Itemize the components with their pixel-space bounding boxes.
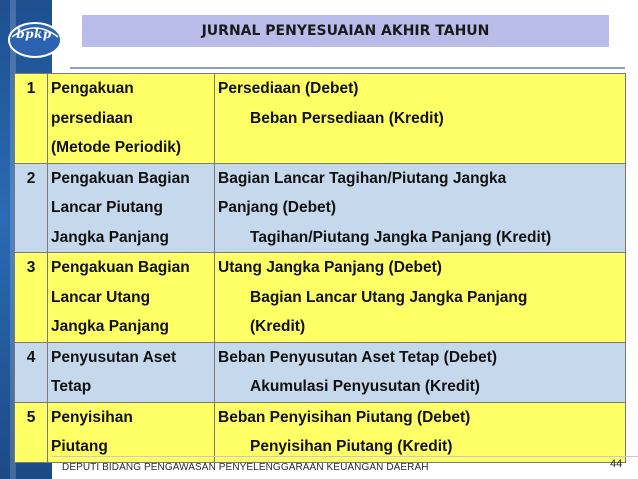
row-number: 5 bbox=[15, 402, 48, 462]
debit-entry-line: Persediaan (Debet) bbox=[218, 80, 359, 97]
title-bar bbox=[82, 15, 609, 47]
topic-line: Tetap bbox=[51, 378, 92, 395]
footer-divider bbox=[52, 456, 638, 457]
credit-entry-line: (Kredit) bbox=[250, 318, 306, 335]
table-row bbox=[15, 253, 626, 343]
journal-table bbox=[14, 73, 626, 463]
footer-text: DEPUTI BIDANG PENGAWASAN PENYELENGGARAAN KEUANGAN DAERAH bbox=[62, 462, 429, 473]
topic-line: Lancar Piutang bbox=[51, 199, 163, 216]
topic-line: Penyisihan bbox=[51, 408, 133, 426]
row-topic bbox=[48, 402, 215, 462]
topic-line: Penyusutan Aset bbox=[51, 348, 177, 366]
row-topic bbox=[48, 163, 215, 253]
credit-entry-line: Penyisihan Piutang (Kredit) bbox=[250, 438, 453, 455]
title-divider bbox=[70, 67, 625, 69]
page-title: JURNAL PENYESUAIAN AKHIR TAHUN bbox=[201, 23, 490, 39]
row-number: 3 bbox=[15, 253, 48, 343]
row-journal-entry bbox=[215, 74, 626, 164]
credit-entry-line: Tagihan/Piutang Jangka Panjang (Kredit) bbox=[250, 228, 552, 246]
page-number: 44 bbox=[610, 458, 623, 470]
row-topic bbox=[48, 74, 215, 164]
topic-line: Piutang bbox=[51, 438, 108, 455]
row-number: 4 bbox=[15, 342, 48, 402]
topic-line: Pengakuan Bagian bbox=[51, 169, 190, 187]
row-topic bbox=[48, 342, 215, 402]
row-number: 2 bbox=[15, 163, 48, 253]
table-row bbox=[15, 74, 626, 164]
logo-text: bpkp bbox=[16, 27, 52, 41]
debit-entry-line: Bagian Lancar Tagihan/Piutang Jangka bbox=[218, 169, 507, 187]
credit-entry-line: Bagian Lancar Utang Jangka Panjang bbox=[250, 288, 528, 306]
topic-line: Pengakuan Bagian bbox=[51, 259, 190, 276]
topic-line: (Metode Periodik) bbox=[51, 139, 182, 156]
row-journal-entry bbox=[215, 253, 626, 343]
table-row bbox=[15, 163, 626, 253]
credit-entry-line: Akumulasi Penyusutan (Kredit) bbox=[250, 378, 480, 395]
topic-line: Lancar Utang bbox=[51, 288, 151, 306]
debit-entry-line: Utang Jangka Panjang (Debet) bbox=[218, 259, 442, 276]
row-journal-entry bbox=[215, 402, 626, 462]
table-row bbox=[15, 402, 626, 462]
credit-entry-line: Beban Persediaan (Kredit) bbox=[250, 109, 444, 127]
table-row bbox=[15, 342, 626, 402]
row-topic bbox=[48, 253, 215, 343]
topic-line: persediaan bbox=[51, 109, 133, 127]
debit-entry-line: Beban Penyisihan Piutang (Debet) bbox=[218, 408, 471, 426]
row-journal-entry bbox=[215, 163, 626, 253]
debit-entry-line: Panjang (Debet) bbox=[218, 199, 336, 216]
topic-line: Pengakuan bbox=[51, 80, 134, 97]
row-number: 1 bbox=[15, 74, 48, 164]
row-journal-entry bbox=[215, 342, 626, 402]
topic-line: Jangka Panjang bbox=[51, 228, 170, 246]
debit-entry-line: Beban Penyusutan Aset Tetap (Debet) bbox=[218, 348, 498, 366]
topic-line: Jangka Panjang bbox=[51, 318, 170, 335]
